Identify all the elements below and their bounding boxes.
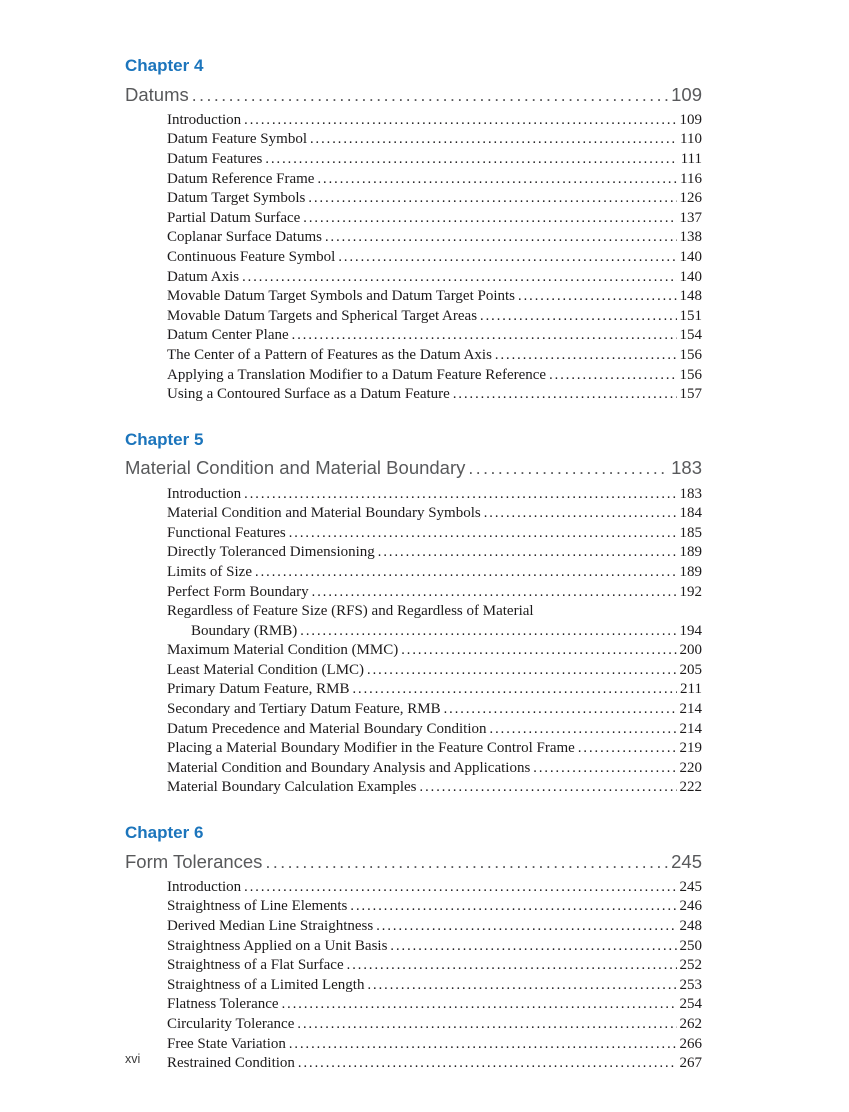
dot-leader xyxy=(244,878,676,893)
toc-entry-label: The Center of a Pattern of Features as the Datum Axis xyxy=(167,346,492,363)
toc-entry-page: 205 xyxy=(679,661,702,678)
toc-entry-label: Movable Datum Targets and Spherical Target Areas xyxy=(167,307,478,324)
toc-entry xyxy=(125,524,702,544)
toc-entry-label: Straightness of a Limited Length xyxy=(167,976,365,993)
toc-entry xyxy=(125,563,702,583)
dot-leader xyxy=(338,248,676,263)
toc-entry xyxy=(125,956,702,976)
toc-entry xyxy=(125,759,702,779)
toc-entry xyxy=(125,287,702,307)
toc-entry xyxy=(125,130,702,150)
toc-entry-label: Primary Datum Feature, RMB xyxy=(167,681,350,698)
toc-entry-page: 184 xyxy=(679,505,702,522)
toc-entry-page: 262 xyxy=(679,1016,702,1032)
toc-entry-label: Coplanar Surface Datums xyxy=(167,229,322,246)
chapter-title-row xyxy=(125,456,702,479)
dot-leader xyxy=(484,504,677,519)
dot-leader xyxy=(312,583,677,598)
dot-leader xyxy=(292,326,677,341)
dot-leader xyxy=(317,170,677,185)
toc-entry-page: 246 xyxy=(679,898,702,915)
toc-entry-label: Datum Features xyxy=(167,151,263,167)
toc-entry-page: 151 xyxy=(679,307,702,324)
toc-entry-page: 220 xyxy=(679,759,702,776)
toc-entry-label: Perfect Form Boundary xyxy=(167,583,309,600)
toc-chapters xyxy=(125,57,702,1074)
toc-entry xyxy=(125,680,702,700)
toc-entry-label: Datum Reference Frame xyxy=(167,170,315,187)
toc-entry xyxy=(125,661,702,681)
dot-leader xyxy=(282,995,677,1010)
toc-entry-label: Flatness Tolerance xyxy=(167,996,279,1013)
toc-entry-label: Using a Contoured Surface as a Datum Feature xyxy=(167,386,450,403)
chapter-page-number: 109 xyxy=(671,83,702,105)
toc-entry xyxy=(125,170,702,190)
toc-entry xyxy=(125,739,702,759)
toc-entry-page: 154 xyxy=(679,327,702,344)
toc-entry-page: 245 xyxy=(679,878,702,895)
toc-entry-page: 219 xyxy=(679,740,702,757)
dot-leader xyxy=(265,850,668,869)
toc-entry-page: 211 xyxy=(680,681,702,698)
toc-entry xyxy=(125,700,702,720)
dot-leader xyxy=(347,956,677,971)
toc-entry-page: 157 xyxy=(679,386,702,403)
toc-entry-label: Introduction xyxy=(167,485,242,502)
toc-entry-page: 200 xyxy=(679,642,702,659)
chapter-title: Datums xyxy=(125,83,189,105)
toc-entry-page: 126 xyxy=(679,190,702,207)
dot-leader xyxy=(308,189,676,204)
dot-leader xyxy=(533,759,676,774)
toc-entry xyxy=(125,307,702,327)
toc-entry-page: 183 xyxy=(679,485,702,502)
toc-entry xyxy=(125,1054,702,1074)
toc-entry-label: Functional Features xyxy=(167,524,286,541)
toc-entry-page: 189 xyxy=(679,544,702,561)
toc-entry-page: 253 xyxy=(679,976,702,993)
dot-leader xyxy=(378,543,677,558)
chapter-heading: Chapter 6 xyxy=(125,823,204,843)
toc-entry-label: Introduction xyxy=(167,111,242,128)
dot-leader xyxy=(192,83,668,102)
toc-entry-label: Applying a Translation Modifier to a Datum Feature Reference xyxy=(167,366,547,383)
chapter-title: Form Tolerances xyxy=(125,850,263,872)
dot-leader xyxy=(325,228,677,243)
dot-leader xyxy=(468,456,668,475)
toc-entry xyxy=(125,602,702,622)
toc-entry xyxy=(125,583,702,603)
dot-leader xyxy=(242,268,676,283)
toc-entry-label: Limits of Size xyxy=(167,563,252,580)
toc-entry xyxy=(125,111,702,131)
page-number-footer: xvi xyxy=(125,1052,141,1066)
dot-leader xyxy=(265,150,677,165)
dot-leader xyxy=(244,111,676,126)
dot-leader xyxy=(303,209,676,224)
dot-leader xyxy=(549,366,676,381)
toc-entry xyxy=(125,995,702,1015)
toc-entry-label: Directly Toleranced Dimensioning xyxy=(167,544,375,561)
toc-entry xyxy=(125,543,702,563)
toc-entry-label: Datum Axis xyxy=(167,268,240,285)
toc-entry xyxy=(125,209,702,229)
toc-entry xyxy=(125,189,702,209)
dot-leader xyxy=(300,622,676,637)
toc-entry-page: 140 xyxy=(679,268,702,285)
chapter-title: Material Condition and Material Boundary xyxy=(125,457,466,479)
toc-entry-label: Derived Median Line Straightness xyxy=(167,918,374,935)
toc-entry-label: Straightness of a Flat Surface xyxy=(167,957,344,974)
toc-entry-page: 254 xyxy=(679,996,702,1013)
toc-entry xyxy=(125,641,702,661)
toc-entry-label: Movable Datum Target Symbols and Datum Target Points xyxy=(167,288,516,305)
toc-entry-label: Regardless of Feature Size (RFS) and Regardless of Material xyxy=(167,603,534,620)
toc-entry-page: 250 xyxy=(679,937,702,954)
toc-entry-page: 214 xyxy=(679,720,702,737)
toc-entry xyxy=(125,346,702,366)
toc-entry-label: Material Condition and Material Boundary Symbols xyxy=(167,505,481,522)
toc-entry-continuation xyxy=(125,622,702,642)
dot-leader xyxy=(298,1054,677,1069)
toc-entry-label: Maximum Material Condition (MMC) xyxy=(167,642,399,659)
toc-entry-label: Least Material Condition (LMC) xyxy=(167,661,365,678)
toc-entry-label: Datum Precedence and Material Boundary Condition xyxy=(167,720,487,737)
toc-entry-label: Secondary and Tertiary Datum Feature, RMB xyxy=(167,701,441,718)
dot-leader xyxy=(444,700,677,715)
toc-entry xyxy=(125,937,702,957)
toc-entry-page: 111 xyxy=(680,151,702,167)
toc-entry xyxy=(125,150,702,170)
toc-entry-label: Datum Target Symbols xyxy=(167,190,306,207)
toc-entry-label: Boundary (RMB) xyxy=(191,622,298,639)
toc-entry-label: Straightness Applied on a Unit Basis xyxy=(167,937,388,954)
dot-leader xyxy=(255,563,677,578)
toc-entry xyxy=(125,268,702,288)
dot-leader xyxy=(495,346,677,361)
toc-chapter xyxy=(125,57,702,405)
dot-leader xyxy=(297,1015,676,1030)
dot-leader xyxy=(453,385,677,400)
toc-entry-page: 248 xyxy=(679,918,702,935)
toc-entry-label: Restrained Condition xyxy=(167,1055,295,1072)
toc-entry-page: 194 xyxy=(679,622,702,639)
toc-entry-label: Straightness of Line Elements xyxy=(167,898,348,915)
toc-entry-label: Material Boundary Calculation Examples xyxy=(167,779,417,796)
chapter-title-row xyxy=(125,83,702,106)
chapter-heading: Chapter 4 xyxy=(125,56,204,75)
toc-entry xyxy=(125,1035,702,1055)
toc-entry-page: 156 xyxy=(679,346,702,363)
dot-leader xyxy=(518,287,676,302)
dot-leader xyxy=(352,680,677,695)
dot-leader xyxy=(480,307,676,322)
toc-entry xyxy=(125,897,702,917)
toc-entry-label: Continuous Feature Symbol xyxy=(167,248,336,265)
toc-entry-page: 156 xyxy=(679,366,702,383)
toc-entry-page: 192 xyxy=(679,583,702,600)
toc-entry-page: 137 xyxy=(679,209,702,226)
chapter-title-row xyxy=(125,850,702,873)
dot-leader xyxy=(289,1035,677,1050)
chapter-heading: Chapter 5 xyxy=(125,429,204,449)
dot-leader xyxy=(490,720,677,735)
toc-entry xyxy=(125,485,702,505)
toc-chapter xyxy=(125,431,702,798)
toc-entry xyxy=(125,778,702,798)
toc-entry xyxy=(125,720,702,740)
toc-entry xyxy=(125,976,702,996)
toc-entry-label: Partial Datum Surface xyxy=(167,209,301,226)
toc-entry xyxy=(125,228,702,248)
toc-entry-label: Free State Variation xyxy=(167,1035,286,1052)
chapter-page-number: 183 xyxy=(671,457,702,479)
toc-entry-page: 138 xyxy=(679,229,702,246)
dot-leader xyxy=(390,937,676,952)
toc-entry-label: Placing a Material Boundary Modifier in the Feature Control Frame xyxy=(167,740,575,757)
toc-entry-page: 116 xyxy=(680,170,702,187)
toc-entry-page: 252 xyxy=(679,957,702,974)
dot-leader xyxy=(401,641,676,656)
toc-entry-label: Material Condition and Boundary Analysis and Applications xyxy=(167,759,531,776)
dot-leader xyxy=(310,130,677,145)
dot-leader xyxy=(578,739,677,754)
toc-entry xyxy=(125,248,702,268)
toc-entry-page: 266 xyxy=(679,1035,702,1052)
toc-entry-page: 148 xyxy=(679,288,702,305)
toc-entry xyxy=(125,1015,702,1035)
toc-entry xyxy=(125,878,702,898)
toc-entry xyxy=(125,917,702,937)
toc-entry xyxy=(125,326,702,346)
toc-entry-page: 189 xyxy=(679,563,702,580)
toc-entry xyxy=(125,385,702,405)
dot-leader xyxy=(367,661,676,676)
toc-entry-page: 214 xyxy=(679,701,702,718)
toc-entry-label: Circularity Tolerance xyxy=(167,1016,295,1032)
dot-leader xyxy=(289,524,677,539)
toc-entry-page: 110 xyxy=(680,131,702,148)
toc-entry-label: Datum Center Plane xyxy=(167,327,289,344)
toc-entry-page: 185 xyxy=(679,524,702,541)
chapter-page-number: 245 xyxy=(671,850,702,872)
toc-entry-page: 140 xyxy=(679,248,702,265)
dot-leader xyxy=(420,778,677,793)
dot-leader xyxy=(350,897,676,912)
toc-chapter xyxy=(125,824,702,1074)
dot-leader xyxy=(376,917,676,932)
toc-entry-label: Datum Feature Symbol xyxy=(167,131,307,148)
toc-entry-page: 267 xyxy=(679,1055,702,1072)
toc-entry-page: 109 xyxy=(679,111,702,128)
toc-entry xyxy=(125,366,702,386)
dot-leader xyxy=(367,976,676,991)
toc-entry xyxy=(125,504,702,524)
toc-entry-label: Introduction xyxy=(167,878,242,895)
toc-entry-page: 222 xyxy=(679,779,702,796)
dot-leader xyxy=(244,485,676,500)
